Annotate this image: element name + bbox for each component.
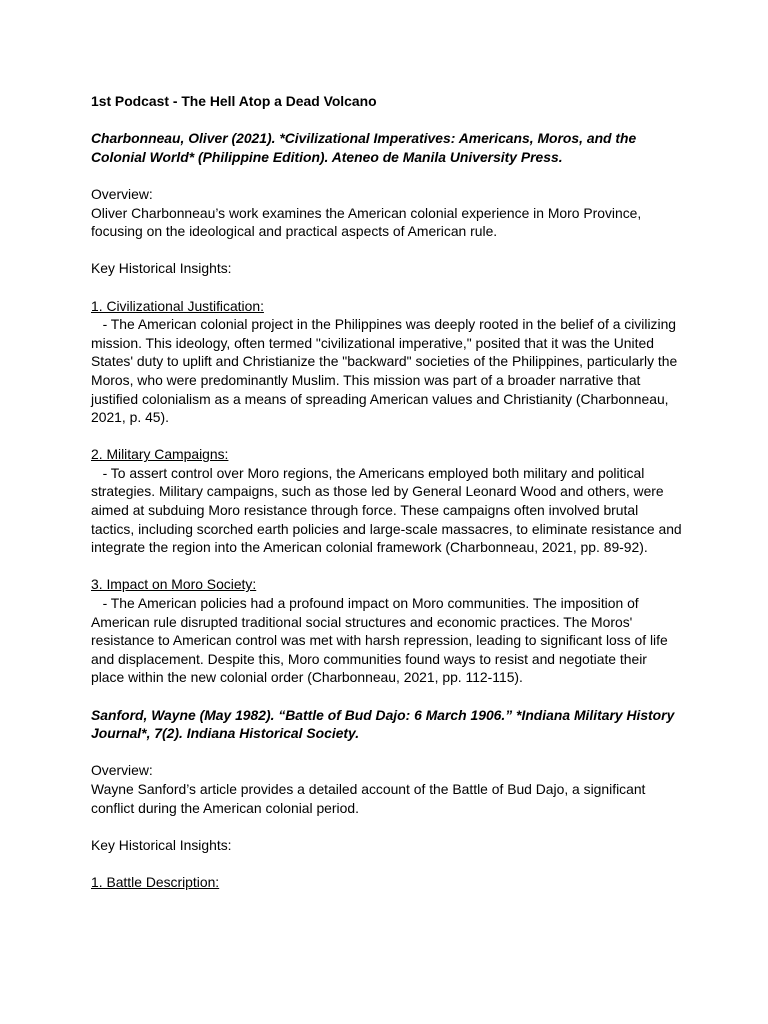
body-line: and displacement. Despite this, Moro communities found ways to resist and negotiate their <box>91 650 647 667</box>
body-line: mission. This ideology, often termed "civilizational imperative," posited that it was the United <box>91 334 654 351</box>
section-heading: 1. Civilizational Justification: <box>91 297 264 314</box>
overview-line: Oliver Charbonneau’s work examines the American colonial experience in Moro Province, <box>91 204 642 221</box>
document-title: 1st Podcast - The Hell Atop a Dead Volcano <box>91 93 377 109</box>
section-heading: 3. Impact on Moro Society: <box>91 576 257 593</box>
overview-label: Overview: <box>91 185 153 202</box>
section-heading: 2. Military Campaigns: <box>91 446 229 463</box>
body-line: 2021, p. 45). <box>91 409 169 426</box>
body-line: place within the new colonial order (Charbonneau, 2021, pp. 112-115). <box>91 669 523 686</box>
citation-line: Sanford, Wayne (May 1982). “Battle of Bud Dajo: 6 March 1906.” *Indiana Military History <box>91 706 675 723</box>
body-line: - The American colonial project in the Philippines was deeply rooted in the belief of a civilizing <box>91 316 677 333</box>
body-line: integrate the region into the American colonial framework (Charbonneau, 2021, pp. 89-92). <box>91 539 648 556</box>
section-heading: 1. Battle Description: <box>91 873 220 890</box>
body-line: aimed at subduing Moro resistance through force. These campaigns often involved brutal <box>91 502 639 519</box>
body-line: justified colonialism as a means of spreading American values and Christianity (Charbonneau, <box>91 390 669 407</box>
overview-sanford <box>91 761 688 817</box>
citation-charbonneau <box>91 129 688 166</box>
citation-sanford <box>91 706 688 743</box>
citation-line: Colonial World* (Philippine Edition). Ateneo de Manila University Press. <box>91 148 563 165</box>
citation-line: Charbonneau, Oliver (2021). *Civilizational Imperatives: Americans, Moros, and the <box>91 130 637 147</box>
section-battle-description <box>91 873 688 892</box>
section-military-campaigns <box>91 445 688 557</box>
body-line: Moros, who were predominantly Muslim. This mission was part of a broader narrative that <box>91 371 641 388</box>
body-line: American rule disrupted traditional social structures and economic practices. The Moros' <box>91 613 633 630</box>
body-line: - The American policies had a profound impact on Moro communities. The imposition of <box>91 595 639 612</box>
insights-label: Key Historical Insights: <box>91 260 232 277</box>
body-line: strategies. Military campaigns, such as those led by General Leonard Wood and others, were <box>91 483 664 500</box>
overview-line: conflict during the American colonial period. <box>91 799 359 816</box>
citation-line: Journal*, 7(2). Indiana Historical Society. <box>91 725 360 742</box>
insights-label: Key Historical Insights: <box>91 836 232 853</box>
body-line: tactics, including scorched earth policies and large-scale massacres, to eliminate resistance and <box>91 520 682 537</box>
overview-line: focusing on the ideological and practical aspects of American rule. <box>91 223 498 240</box>
overview-charbonneau <box>91 185 688 241</box>
overview-line: Wayne Sanford’s article provides a detailed account of the Battle of Bud Dajo, a significant <box>91 780 646 797</box>
section-civilizational-justification <box>91 297 688 427</box>
overview-label: Overview: <box>91 762 153 779</box>
body-line: States' duty to uplift and Christianize the "backward" societies of the Philippines, particularly the <box>91 353 678 370</box>
body-line: resistance to American control was met with harsh repression, leading to significant loss of life <box>91 632 668 649</box>
body-line: - To assert control over Moro regions, the Americans employed both military and political <box>91 464 645 481</box>
section-impact-on-moro-society <box>91 575 688 687</box>
